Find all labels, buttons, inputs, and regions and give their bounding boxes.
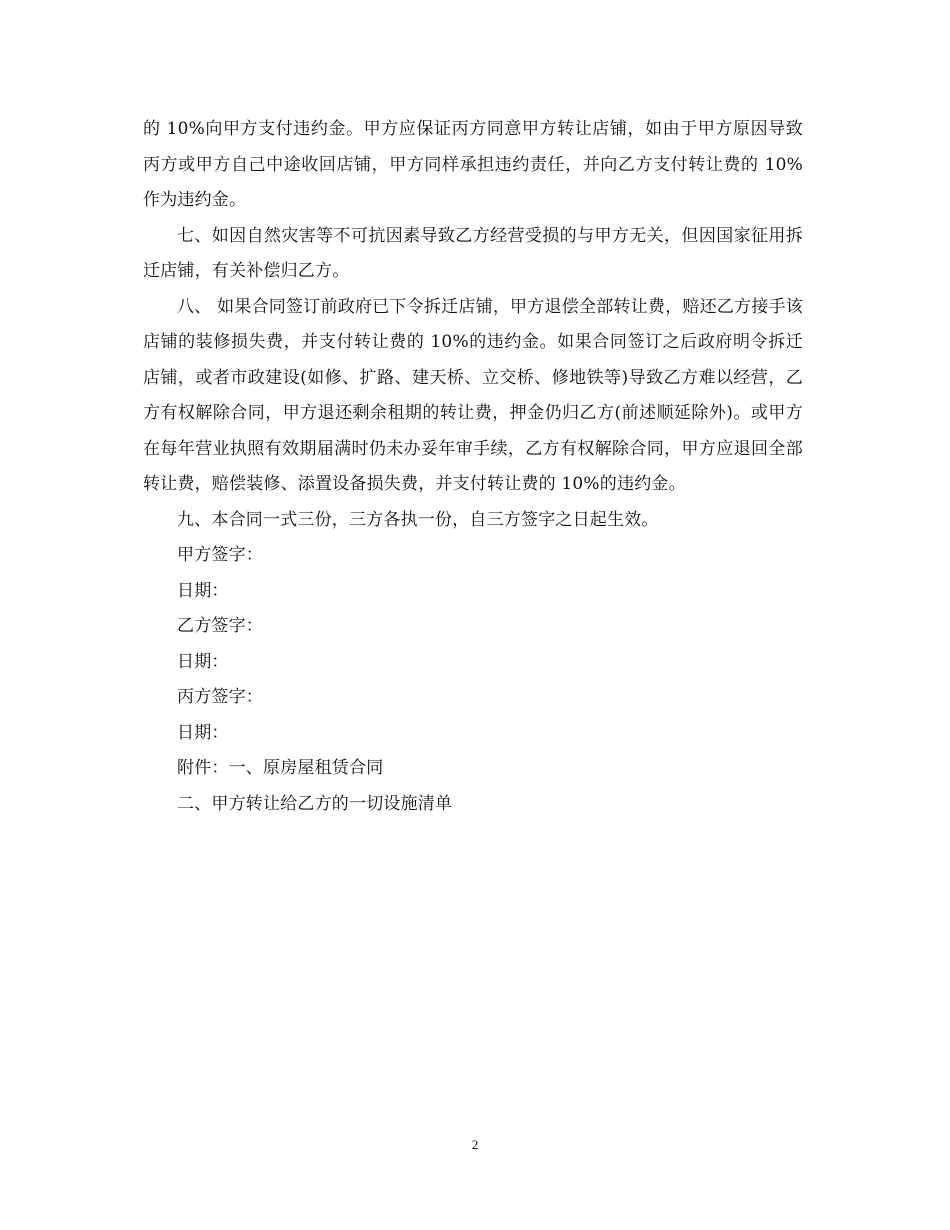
paragraph-clause-9: 九、本合同一式三份，三方各执一份，自三方签字之日起生效。 — [177, 509, 659, 530]
party-c-signature-label: 丙方签字： — [177, 687, 263, 707]
party-b-signature-label: 乙方签字： — [177, 616, 263, 636]
page-number: 2 — [471, 1137, 479, 1152]
attachment-1: 附件：一、原房屋租赁合同 — [177, 758, 384, 778]
party-c-date-label: 日期： — [177, 722, 229, 743]
paragraph-continuation: 的 10%向甲方支付违约金。甲方应保证丙方同意甲方转让店铺，如由于甲方原因导致丙方或甲方自己中途收回店铺，甲方同样承担违约责任，并向乙方支付转让费的 10%作为违约金。 — [143, 119, 803, 210]
document-body — [143, 112, 803, 822]
paragraph-clause-8: 八、 如果合同签订前政府已下令拆迁店铺，甲方退偿全部转让费，赔还乙方接手该店铺的装修损失费，并支付转让费的 10%的违约金。如果合同签订之后政府明令拆迁店铺，或者市政建设(如修、扩路、建天桥、立交桥、修地铁等)导致乙方难以经营，乙方有权解除合同，甲方退还剩余租期的转让费，押金仍归乙方(前述顺延除外)。或甲方在每年营业执照有效期届满时仍未办妥年审手续，乙方有权解除合同，甲方应退回全部转让费，赔偿装修、添置设备损失费，并支付转让费的 10%的违约金。 — [143, 296, 803, 494]
attachment-2: 二、甲方转让给乙方的一切设施清单 — [177, 793, 453, 814]
paragraph-clause-7: 七、如因自然灾害等不可抗因素导致乙方经营受损的与甲方无关，但因国家征用拆迁店铺，有关补偿归乙方。 — [143, 225, 803, 281]
party-b-date-label: 日期： — [177, 651, 229, 672]
party-a-date-label: 日期： — [177, 580, 229, 601]
party-a-signature-label: 甲方签字： — [177, 545, 263, 565]
